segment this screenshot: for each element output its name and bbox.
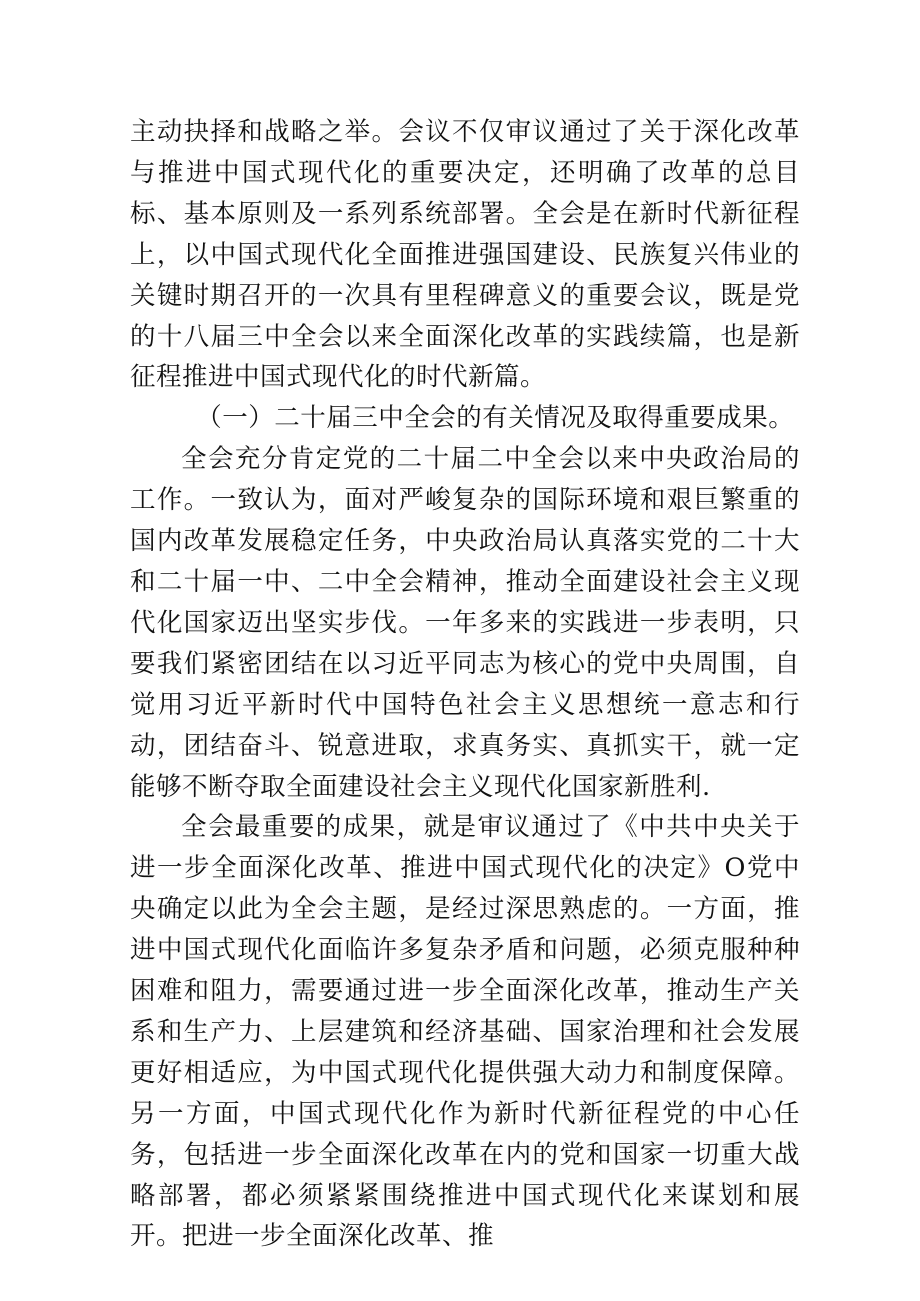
section-heading: （一）二十届三中全会的有关情况及取得重要成果。 [196, 403, 795, 434]
document-body [130, 112, 800, 1257]
paragraph-plenary-outcome: 全会最重要的成果，就是审议通过了《中共中央关于进一步全面深化改革、推进中国式现代化的决定》O党中央确定以此为全会主题，是经过深思熟虑的。一方面，推进中国式现代化面临许多复杂矛盾和问题，必须克服种种困难和阻力，需要通过进一步全面深化改革，推动生产关系和生产力、上层建筑和经济基础、国家治理和社会发展更好相适应，为中国式现代化提供强大动力和制度保障。另一方面，中国式现代化作为新时代新征程党的中心任务，包括进一步全面深化改革在内的党和国家一切重大战略部署，都必须紧紧围绕推进中国式现代化来谋划和展开。把进一步全面深化改革、推 [130, 812, 800, 1252]
paragraph-continuation: 主动抉择和战略之举。会议不仅审议通过了关于深化改革与推进中国式现代化的重要决定，还明确了改革的总目标、基本原则及一系列系统部署。全会是在新时代新征程上，以中国式现代化全面推进强国建设、民族复兴伟业的关键时期召开的一次具有里程碑意义的重要会议，既是党的十八届三中全会以来全面深化改革的实践续篇，也是新征程推进中国式现代化的时代新篇。 [130, 117, 800, 393]
paragraph-plenary-affirmation: 全会充分肯定党的二十届二中全会以来中央政治局的工作。一致认为，面对严峻复杂的国际环境和艰巨繁重的国内改革发展稳定任务，中央政治局认真落实党的二十大和二十届一中、二中全会精神，推动全面建设社会主义现代化国家迈出坚实步伐。一年多来的实践进一步表明，只要我们紧密团结在以习近平同志为核心的党中央周围，自觉用习近平新时代中国特色社会主义思想统一意志和行动，团结奋斗、锐意进取，求真务实、真抓实干，就一定能够不断夺取全面建设社会主义现代化国家新胜利. [130, 444, 800, 802]
